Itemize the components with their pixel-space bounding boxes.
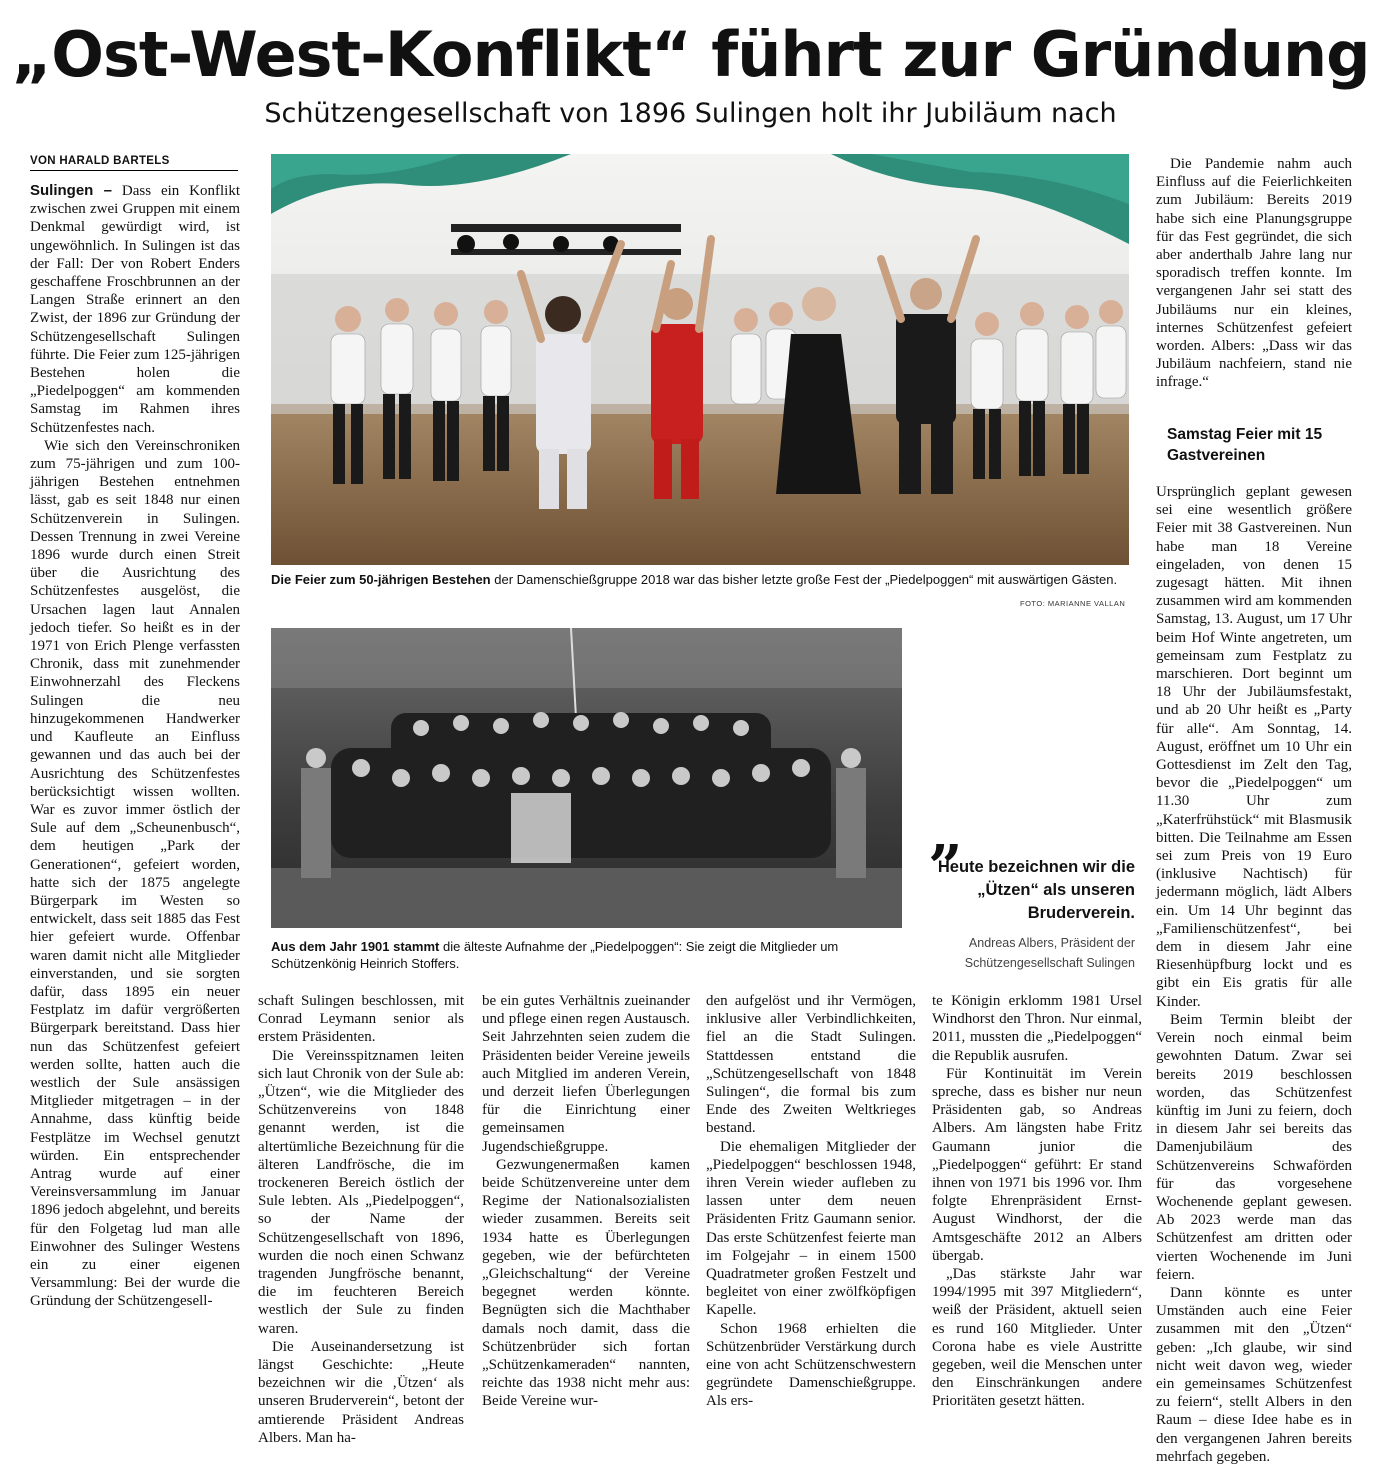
paragraph: Wie sich den Vereinschroniken zum 75-jährigen und zum 100-jährigen Bestehen entnehmen lässt, gab es seit 1848 nur einen Schützenverein in Sulingen. Dessen Trennung in zwei Vereine 1896 wurde durch einen Streit über die Ausrichtung des Schützenfestes ausgelöst, die Ursachen lagen laut Annalen jedoch tiefer. So heißt es in der 1971 von Erich Plenge verfassten Chronik, dass mit zunehmender Einwohnerzahl des Fleckens Sulingen die neu hinzugekommenen Handwerker und Kaufleute an Einfluss gewannen und das auch bei der Ausrichtung des Schützenfestes berücksichtigt wissen wollten. War es zuvor immer östlich der Sule auf dem „Scheunenbusch“, dem heutigen „Park der Generationen“, gefeiert worden, hatte sich der 1875 angelegte Bürgerpark im Westen so entwickelt, dass seit 1885 das Fest hier gefeiert wurde. Offenbar waren damit nicht alle Mitglieder einverstanden, und sie sorgten dafür, dass 1895 ein neuer Festplatz im dafür vergrößerten Bürgerpark bereitstand. Dass hier nun das Schützenfest gefeiert werden sollte, hatten auch die westlich der Sule ansässigen Mitglieder mitgetragen – in der Annahme, dass künftig beide Festplätze im Wechsel genutzt würden. Ein entsprechender Antrag wurde auf einer Vereinsversammlung im Januar 1896 jedoch abgelehnt, und bereits für den Folgetag lud man alle Einwohner des Sulinger Westens ein zu einer eigenen Versammlung: Bei der wurde die Gründung der Schützengesell- (30, 437, 240, 1310)
column-4 (706, 992, 916, 1452)
paragraph: Sulingen – Dass ein Konflikt zwischen zwei Gruppen mit einem Denkmal gewürdigt wird, ist ungewöhnlich. In Sulingen ist das der Fall: Der von Robert Enders geschaffene Froschbrunnen an der Langen Straße erinnert an den Zwist, der 1896 zur Gründung der Schützengesellschaft Sulingen führte. Die Feier zum 125-jährigen Bestehen holen die „Piedelpoggen“ am kommenden Samstag im Rahmen ihres Schützenfestes nach. (30, 182, 241, 436)
paragraph: Für Kontinuität im Verein spreche, dass es bisher nur neun Präsidenten gab, so Andreas Albers. Am längsten habe Fritz Gaumann junior die „Piedelpoggen“ geführt: Er stand ihnen von 1971 bis 1996 vor. Ihm folgte Ehrenpräsident Ernst-August Windhorst, der die Amtsgeschäfte 2012 an Albers übergab. (932, 1065, 1142, 1264)
paragraph: Die ehemaligen Mitglieder der „Piedelpoggen“ beschlossen 1948, ihren Verein wieder aufleben zu lassen unter dem neuen Präsidenten Fritz Gaumann senior. Das erste Schützenfest feierte man im Folgejahr – in einem 1500 Quadratmeter großen Festzelt und begleitet von einer zwölfköpfigen Kapelle. (706, 1138, 916, 1319)
column-1 (30, 182, 240, 1452)
paragraph: te Königin erklomm 1981 Ursel Windhorst den Thron. Nur einmal, 2011, mussten die „Piedelpoggen“ die Republik ausrufen. (932, 993, 1142, 1064)
photo1-credit: FOTO: MARIANNE VALLAN (1020, 599, 1126, 608)
subheadline: Schützengesellschaft von 1896 Sulingen holt ihr Jubiläum nach (264, 98, 1117, 129)
festival-photo-image (271, 154, 1129, 565)
paragraph: den aufgelöst und ihr Vermögen, inklusive aller Verbindlichkeiten, fiel an die Stadt Sulingen. Stattdessen entstand die „Schützengesellschaft von 1848 Sulingen“, die formal bis zum Ende des Zweiten Weltkrieges bestand. (706, 993, 916, 1137)
dateline: Sulingen – (30, 182, 112, 199)
photo2-caption: Aus dem Jahr 1901 stammt die älteste Aufnahme der „Piedelpoggen“: Sie zeigt die Mitglieder um Schützenkönig Heinrich Stoffers. (271, 939, 839, 971)
paragraph: be ein gutes Verhältnis zueinander und pflege einen regen Austausch. Seit Jahrzehnten seien zudem die Präsidenten beider Vereine jeweils auch Mitglied im anderen Verein, und derzeit liefen Überlegungen für die Einrichtung einer gemeinsamen Jugendschießgruppe. (482, 993, 690, 1155)
paragraph: Die Auseinandersetzung ist längst Geschichte: „Heute bezeichnen wir die ‚Ützen‘ als unseren Bruderverein“, betont der amtierende Präsident Andreas Albers. Man ha- (258, 1338, 464, 1446)
festival-photo (271, 154, 1129, 565)
paragraph: Beim Termin bleibt der Verein noch einmal beim gewohnten Datum. Zwar sei bereits 2019 beschlossen worden, das Schützenfest künftig im Juni zu feiern, doch in diesem Jahr sei bereits das Damenjubiläum des Schützenvereins Schwaförden für das vorgesehene Wochenende geplant gewesen. Ab 2023 werde man das Schützenfest am dritten oder vierten Wochenende im Juni feiern. (1156, 1011, 1352, 1283)
quote-text: Heute bezeichnen wir die „Ützen“ als unseren Bruderverein. (937, 858, 1135, 922)
quote-mark-icon: ” (928, 833, 963, 903)
paragraph: Die Vereinsspitznamen leiten sich laut Chronik von der Sule ab: „Ützen“, wie die Mitglieder des Schützenvereins von 1848 genannt werden, ist die altertümliche Bezeichnung für die älteren Landfrösche, die im trockeneren Bereich östlich der Sule lebten. Als „Piedelpoggen“, so der Name der Schützengesellschaft von 1896, wurden die noch einen Schwanz tragenden Jungfrösche benannt, die im feuchteren Bereich westlich der Sule zu finden waren. (258, 1047, 464, 1337)
pull-quote (932, 856, 1135, 973)
photo1-caption: Die Feier zum 50-jährigen Bestehen der Damenschießgruppe 2018 war das bisher letzte große Fest der „Piedelpoggen“ mit auswärtigen Gästen. (271, 572, 1118, 587)
paragraph: Ursprünglich geplant gewesen sei eine wesentlich größere Feier mit 38 Gastvereinen. Nun habe man 18 Vereine eingeladen, von denen 15 zugesagt hätten. Mit ihnen zusammen wird am kommenden Samstag, 13. August, um 17 Uhr beim Hof Winte angetreten, um gemeinsam zum Festplatz zu marschieren. Dort beginnt um 18 Uhr der Jubiläumsfestakt, und ab 20 Uhr heißt es „Party für alle“. Am Sonntag, 14. August, eröffnet um 10 Uhr ein Gottesdienst im Zelt den Tag, bevor die „Piedelpoggen“ um 11.30 Uhr zum „Katerfrühstück“ mit Blasmusik bitten. Die Teilnahme am Essen sei zum Preis von 19 Euro (inklusive Nachtisch) für jedermann möglich, lädt Albers ein. Um 14 Uhr beginnt das „Familienschützenfest“, bei dem in diesem Jahr eine Riesenhüpfburg lockt und es gibt ein Eis gratis für alle Kinder. (1156, 484, 1352, 1010)
section-heading: Samstag Feier mit 15 Gastvereinen (1167, 426, 1323, 464)
paragraph: Die Pandemie nahm auch Einfluss auf die Feierlichkeiten zum Jubiläum: Bereits 2019 habe sich eine Planungsgruppe für das Fest gegründet, die sich aber anderthalb Jahre lang nur sporadisch treffen konnte. Im vergangenen Jahr sei statt des Jubiläums nur ein kleines, internes Schützenfest gefeiert worden. Albers: „Dass wir das Jubiläum nachfeiern, stand nie infrage.“ (1156, 156, 1352, 391)
historic-photo-image (271, 628, 902, 928)
paragraph: „Das stärkste Jahr war 1994/1995 mit 397 Mitgliedern“, weiß der Präsident, aktuell seien es rund 160 Mitglieder. Unter Corona habe es viele Austritte gegeben, weil die Menschen unter den Einschränkungen andere Prioritäten gesetzt hätten. (932, 1266, 1142, 1410)
column-6-bottom (1156, 483, 1352, 1465)
historic-photo (271, 628, 902, 928)
byline: VON HARALD BARTELS (30, 155, 238, 171)
column-3 (482, 992, 690, 1452)
paragraph: Dann könnte es unter Umständen auch eine Feier zusammen mit den „Ützen“ geben: „Ich glaube, wir sind nicht weit davon weg, wieder ein gemeinsames Schützenfest zu feiern“, stellt Albers in den Raum – diese Idee habe es in den vergangenen Jahren bereits mehrfach gegeben. (1156, 1284, 1352, 1465)
headline: „Ost-West-Konflikt“ führt zur Gründung (11, 18, 1370, 91)
column-5 (932, 992, 1142, 1452)
paragraph: Gezwungenermaßen kamen beide Schützenvereine unter dem Regime der Nationalsozialisten wieder zusammen. Bereits seit 1934 hatte es Überlegungen gegeben, wie der befürchteten „Gleichschaltung“ der Vereine begegnet werden könnte. Begnügten sich die Machthaber damals noch damit, dass die Schützenbrüder sich fortan „Schützenkameraden“ nannten, reichte das 1938 nicht mehr aus: Beide Vereine wur- (482, 1156, 690, 1410)
quote-attribution: Andreas Albers, Präsident der Schützengesellschaft Sulingen (964, 936, 1135, 970)
paragraph: Schon 1968 erhielten die Schützenbrüder Verstärkung durch eine von acht Schützenschwestern gegründete Damenschießgruppe. Als ers- (706, 1320, 916, 1410)
paragraph: schaft Sulingen beschlossen, mit Conrad Leymann senior als erstem Präsidenten. (258, 993, 464, 1046)
column-2 (258, 992, 464, 1452)
column-6-top (1156, 155, 1352, 415)
